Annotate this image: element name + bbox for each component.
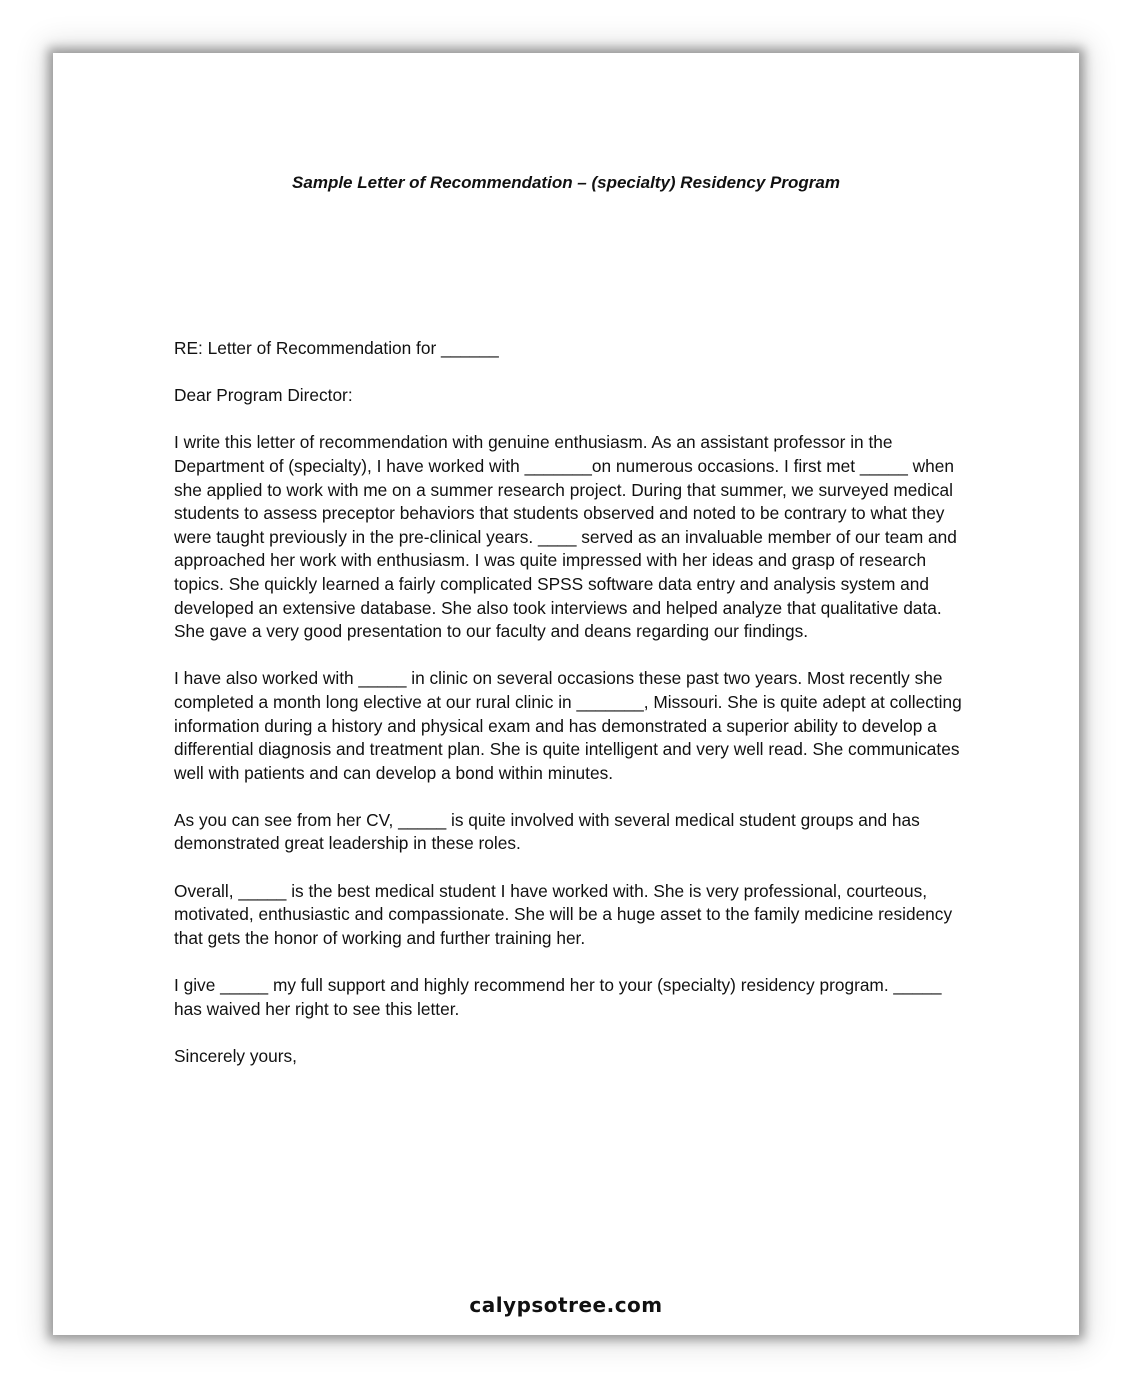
paragraph-intro: I write this letter of recommendation with genuine enthusiasm. As an assistant professor in the Department of (specialty), I have worked with _______on numerous occasions. I first met _____ when she applied to work with me on a summer research project. During that summer, we surveyed medical students to assess preceptor behaviors that students observed and noted to be contrary to what they were taught previously in the pre-clinical years. ____ served as an invaluable member of our team and approached her work with enthusiasm. I was quite impressed with her ideas and grasp of research topics. She quickly learned a fairly complicated SPSS software data entry and analysis system and developed an extensive database. She also took interviews and helped analyze that qualitative data. She gave a very good presentation to our faculty and deans regarding our findings. (174, 432, 957, 642)
paragraph-overall: Overall, _____ is the best medical student I have worked with. She is very professional, courteous, motivated, enthusiastic and compassionate. She will be a huge asset to the family medicine residency that gets the honor of working and further training her. (174, 880, 953, 948)
paragraph-leadership: As you can see from her CV, _____ is quite involved with several medical student groups and has demonstrated great leadership in these roles. (174, 809, 920, 854)
closing: Sincerely yours, (174, 1045, 297, 1066)
document-page (53, 53, 1079, 1335)
paragraph-clinic: I have also worked with _____ in clinic on several occasions these past two years. Most recently she completed a month long elective at our rural clinic in _______, Missouri. She is quite adept at collecting information during a history and physical exam and has demonstrated a superior ability to develop a differential diagnosis and treatment plan. She is quite intelligent and very well read. She communicates well with patients and can develop a bond within minutes. (174, 668, 962, 783)
letter-body (174, 337, 974, 1092)
re-line: RE: Letter of Recommendation for ______ (174, 338, 499, 358)
paragraph-support: I give _____ my full support and highly recommend her to your (specialty) residency program. _____ has waived her right to see this letter. (174, 975, 942, 1019)
salutation: Dear Program Director: (174, 385, 353, 406)
document-title: Sample Letter of Recommendation – (specialty) Residency Program (292, 173, 840, 192)
footer-watermark: calypsotree.com (469, 1293, 663, 1317)
